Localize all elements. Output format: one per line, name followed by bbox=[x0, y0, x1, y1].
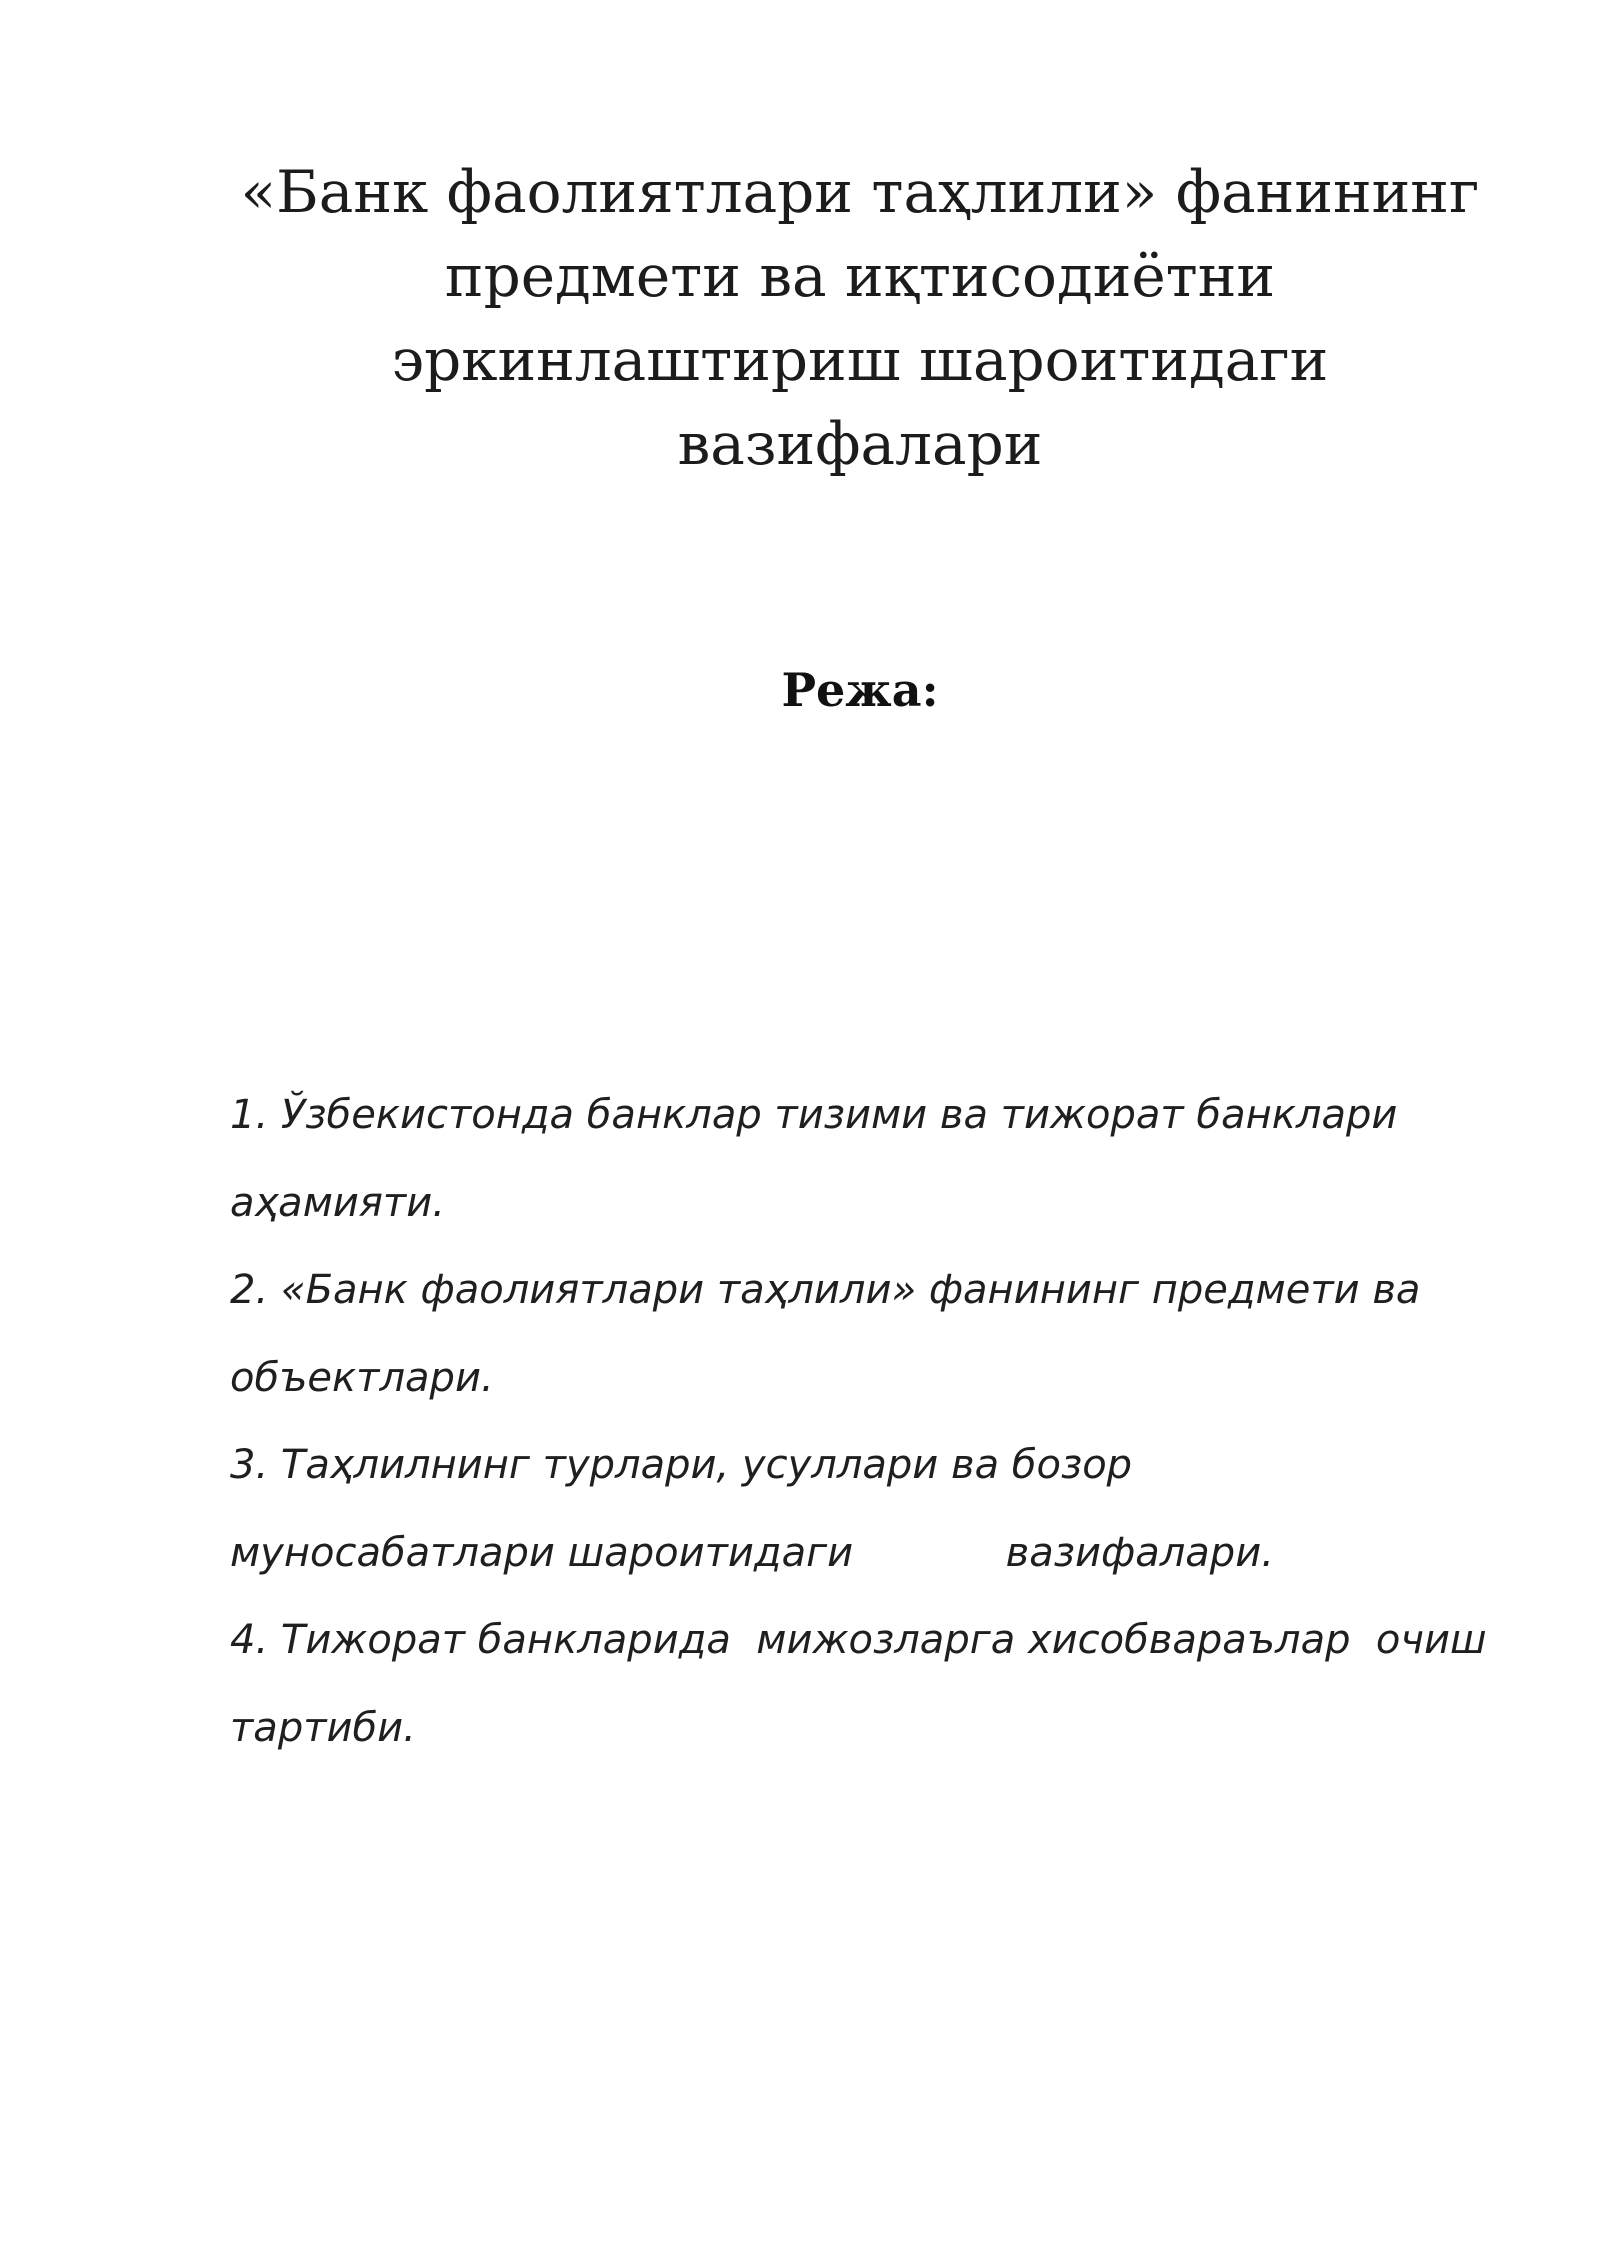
plan-item-line: 4. Тижорат банкларида мижозларга хисобвараълар очиш bbox=[230, 1617, 1487, 1663]
document-title bbox=[240, 150, 1480, 486]
plan-item-line: объектлари. bbox=[230, 1354, 494, 1401]
plan-item-line: 2. «Банк фаолиятлари таҳлили» фанининг предмети ва bbox=[230, 1267, 1421, 1313]
plan-item-line: 1. Ўзбекистонда банклар тизими ва тижорат банклари bbox=[230, 1092, 1398, 1138]
plan-item bbox=[230, 1072, 1530, 1247]
plan-item bbox=[230, 1422, 1530, 1597]
plan-item bbox=[230, 1247, 1530, 1422]
title-line: вазифалари bbox=[677, 410, 1043, 478]
title-line: предмети ва иқтисодиётни bbox=[444, 242, 1276, 310]
plan-item-line: аҳамияти. bbox=[230, 1179, 445, 1226]
title-line: эркинлаштириш шароитидаги bbox=[391, 326, 1329, 394]
plan-item-line: муносабатлари шароитидаги вазифалари. bbox=[230, 1529, 1274, 1576]
title-line: «Банк фаолиятлари таҳлили» фанининг bbox=[240, 158, 1480, 226]
plan-item-line: тартиби. bbox=[230, 1704, 416, 1751]
plan-item-line: 3. Таҳлилнинг турлари, усуллари ва бозор bbox=[230, 1442, 1133, 1488]
plan-heading: Режа: bbox=[781, 663, 939, 717]
plan-item bbox=[230, 1597, 1530, 1772]
plan-list bbox=[230, 1072, 1530, 1772]
